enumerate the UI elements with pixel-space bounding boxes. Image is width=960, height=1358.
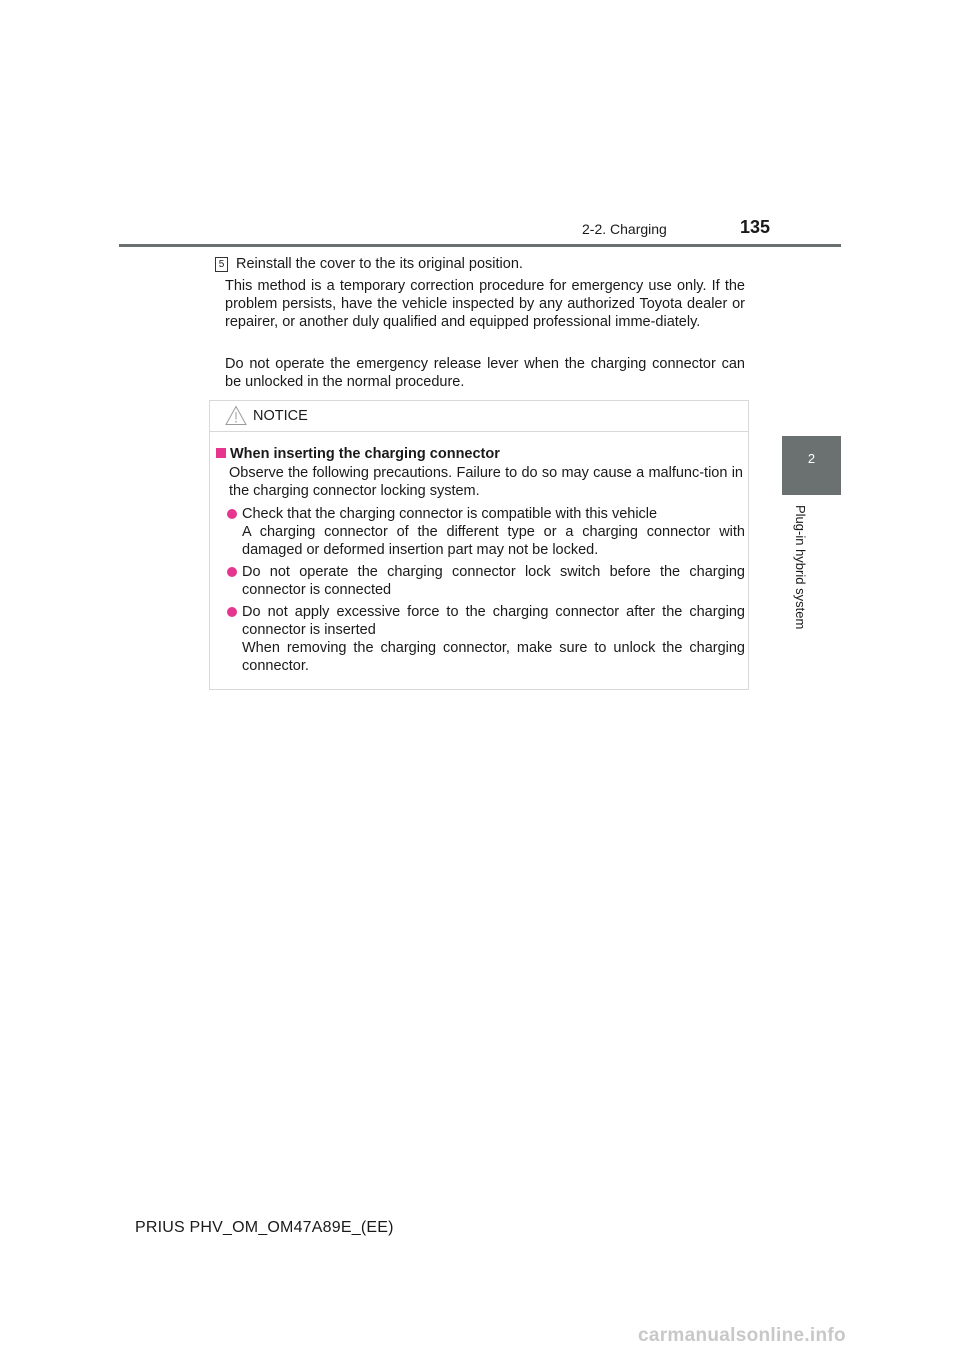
- bullet-line: Check that the charging connector is compatible with this vehicle: [242, 506, 658, 522]
- list-item: [227, 563, 745, 599]
- section-title: 2-2. Charging: [582, 221, 667, 237]
- bullet-detail: When removing the charging connector, make sure to unlock the charging connector.: [242, 640, 745, 674]
- document-code: PRIUS PHV_OM_OM47A89E_(EE): [135, 1219, 394, 1236]
- list-item: [227, 505, 745, 559]
- notice-header: [210, 401, 748, 432]
- step-text: Reinstall the cover to the its original position.: [236, 256, 523, 272]
- notice-heading: [216, 445, 500, 463]
- square-bullet-icon: [216, 448, 226, 458]
- bullet-line: Do not apply excessive force to the charging connector after the charging connector is inserted: [242, 604, 745, 638]
- circle-bullet-icon: [227, 567, 237, 577]
- bullet-detail: A charging connector of the different type or a charging connector with damaged or deformed insertion part may not be locked.: [242, 524, 745, 558]
- bullet-line: Do not operate the charging connector lock switch before the charging connector is connected: [242, 564, 745, 598]
- circle-bullet-icon: [227, 607, 237, 617]
- paragraph-emergency-lever: Do not operate the emergency release lever when the charging connector can be unlocked in the normal procedure.: [225, 356, 745, 390]
- circle-bullet-icon: [227, 509, 237, 519]
- notice-box: [209, 400, 749, 690]
- watermark: carmanualsonline.info: [638, 1325, 846, 1346]
- list-item: [227, 603, 745, 675]
- notice-heading-text: When inserting the charging connector: [230, 446, 500, 462]
- paragraph-temporary-procedure: This method is a temporary correction procedure for emergency use only. If the problem persists, have the vehicle inspected by any authorized Toyota dealer or repairer, or another duly qualified and equipped professional imme-diately.: [225, 278, 745, 330]
- warning-triangle-icon: [225, 405, 247, 426]
- chapter-tab: 2: [782, 436, 841, 495]
- header-divider: [119, 244, 841, 247]
- page-number: 135: [740, 217, 771, 237]
- notice-intro: Observe the following precautions. Failure to do so may cause a malfunc-tion in the charging connector locking system.: [229, 465, 743, 499]
- step-number-badge: 5: [215, 257, 228, 272]
- notice-title: NOTICE: [253, 408, 308, 424]
- step-5: [215, 255, 750, 273]
- chapter-title: Plug-in hybrid system: [793, 505, 808, 630]
